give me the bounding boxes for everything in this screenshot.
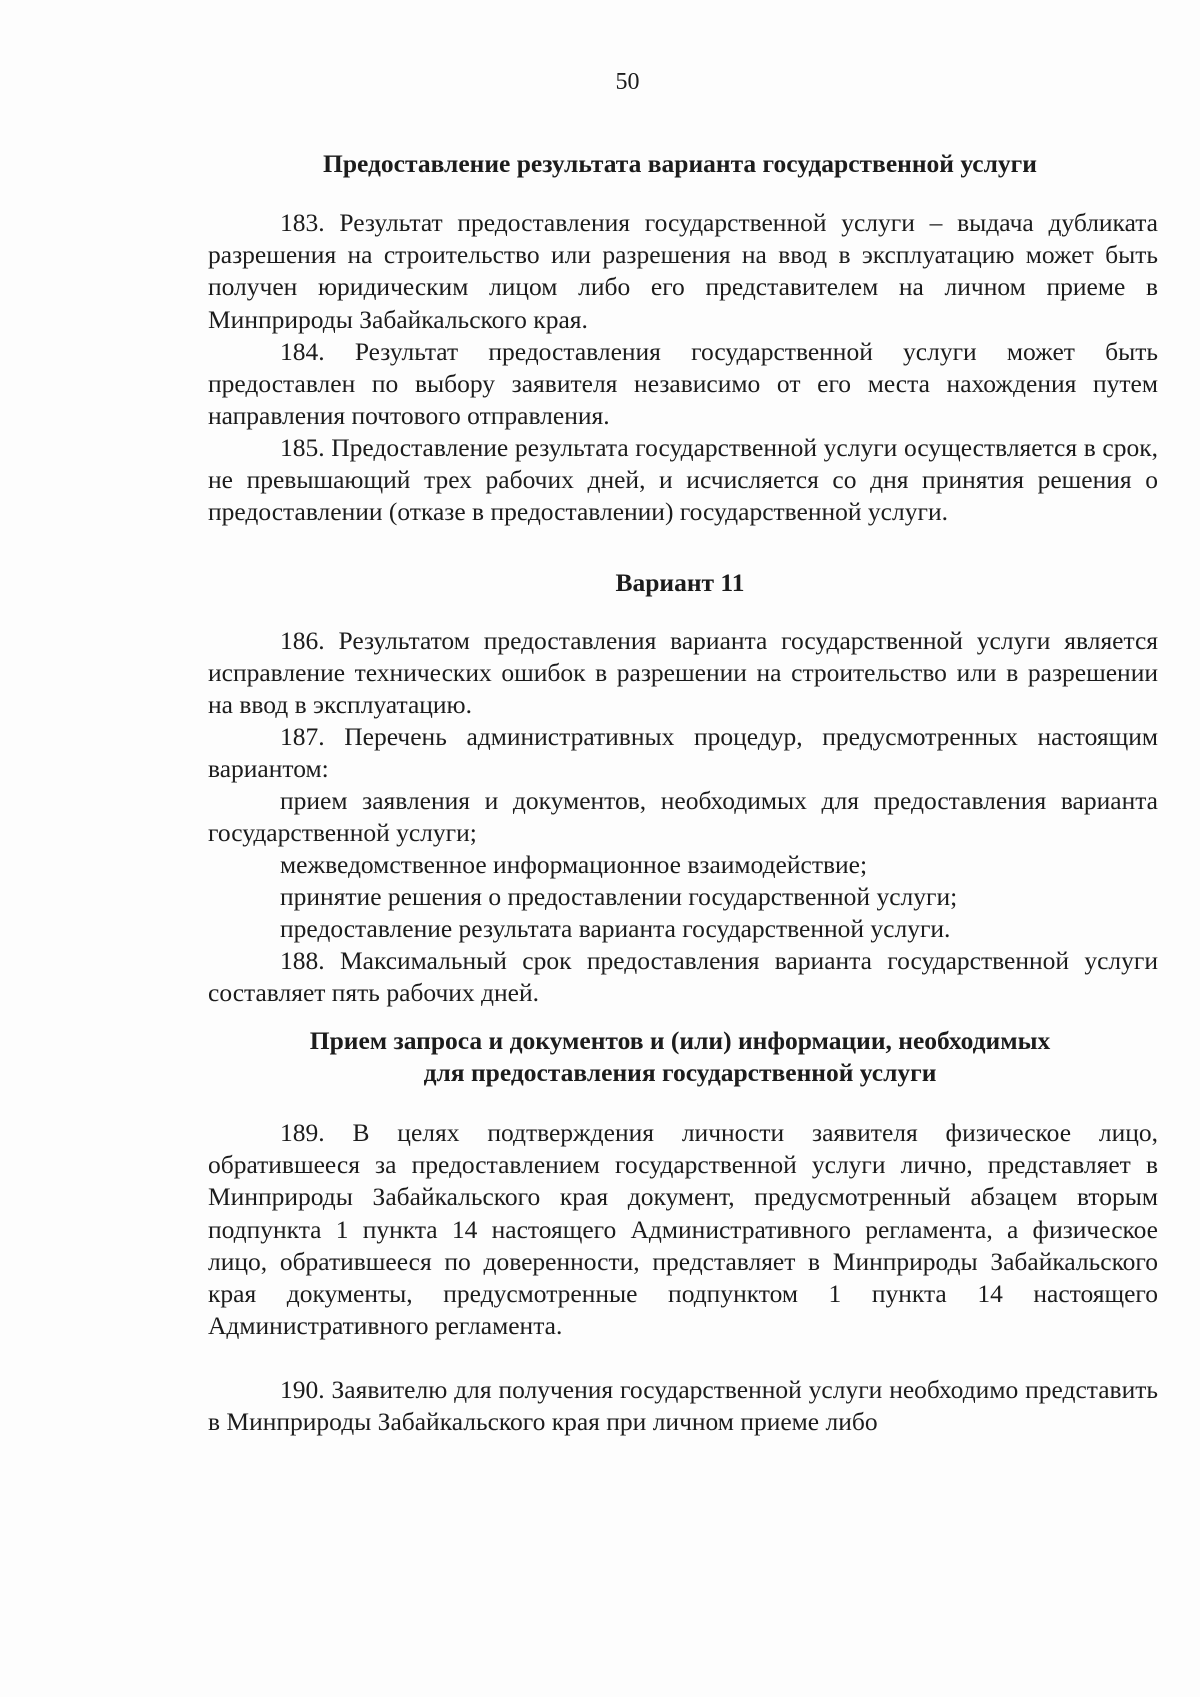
paragraph-184: 184. Результат предоставления государственной услуги может быть предоставлен по выбору заявителя независимо от его места нахождения путем направления почтового отправления. bbox=[208, 337, 1158, 431]
list-item-procedure-2: межведомственное информационное взаимодействие; bbox=[280, 850, 868, 879]
list-item-procedure-4: предоставление результата варианта государственной услуги. bbox=[280, 914, 951, 943]
paragraph-183: 183. Результат предоставления государственной услуги – выдача дубликата разрешения на строительство или разрешения на ввод в эксплуатацию может быть получен юридическим лицом либо его представителем на личном приеме в Минприроды Забайкальского края. bbox=[208, 208, 1158, 334]
section-heading-request-line2: для предоставления государственной услуги bbox=[423, 1058, 937, 1087]
list-item-procedure-1: прием заявления и документов, необходимых для предоставления варианта государственной услуги; bbox=[208, 786, 1158, 848]
paragraph-186: 186. Результатом предоставления варианта государственной услуги является исправление технических ошибок в разрешении на строительство или в разрешении на ввод в эксплуатацию. bbox=[208, 626, 1158, 720]
paragraph-187: 187. Перечень административных процедур, предусмотренных настоящим вариантом: bbox=[208, 722, 1158, 784]
paragraph-189: 189. В целях подтверждения личности заявителя физическое лицо, обратившееся за предоставлением государственной услуги лично, представляет в Минприроды Забайкальского края документ, предусмотренный абзацем вторым подпункта 1 пункта 14 настоящего Административного регламента, а физическое лицо, обратившееся по доверенности, представляет в Минприроды Забайкальского края документы, предусмотренные подпунктом 1 пункта 14 настоящего Административного регламента. bbox=[208, 1118, 1158, 1341]
paragraph-190: 190. Заявителю для получения государственной услуги необходимо представить в Минприроды Забайкальского края при личном приеме либо bbox=[208, 1375, 1158, 1437]
section-heading-result: Предоставление результата варианта государственной услуги bbox=[323, 149, 1037, 178]
section-heading-request-line1: Прием запроса и документов и (или) информации, необходимых bbox=[309, 1026, 1051, 1055]
section-heading-request bbox=[210, 1025, 1150, 1089]
section-heading-variant: Вариант 11 bbox=[615, 568, 745, 597]
paragraph-188: 188. Максимальный срок предоставления варианта государственной услуги составляет пять рабочих дней. bbox=[208, 946, 1158, 1008]
list-item-procedure-3: принятие решения о предоставлении государственной услуги; bbox=[280, 882, 958, 911]
paragraph-185: 185. Предоставление результата государственной услуги осуществляется в срок, не превышающий трех рабочих дней, и исчисляется со дня принятия решения о предоставлении (отказе в предоставлении) государственной услуги. bbox=[208, 433, 1158, 527]
page-number: 50 bbox=[615, 69, 640, 95]
